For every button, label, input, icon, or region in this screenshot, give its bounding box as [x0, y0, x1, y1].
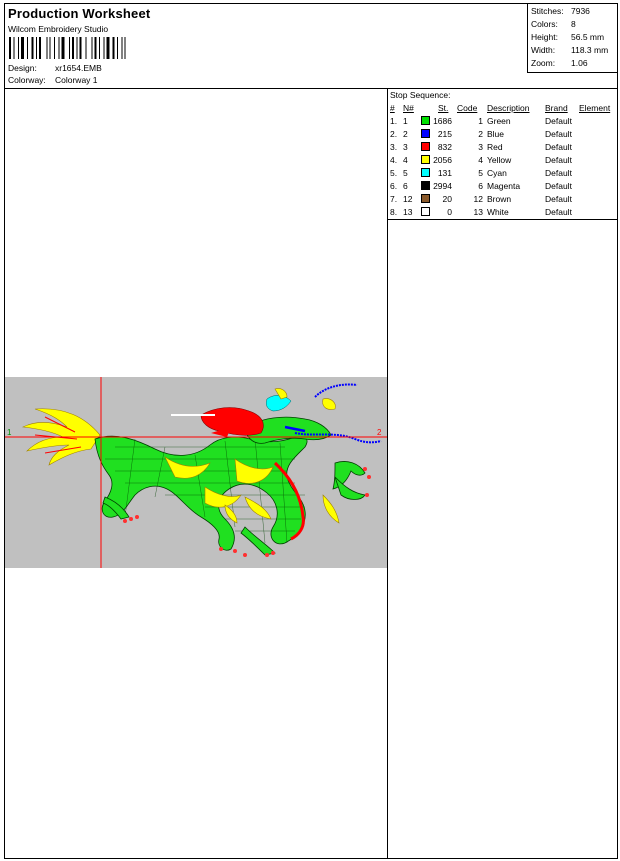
stop-number: 4. [390, 155, 398, 165]
barcode-bar [117, 37, 118, 59]
barcode-bar [47, 37, 48, 59]
barcode-bar [69, 37, 70, 59]
thread-description: Brown [487, 194, 512, 204]
stitch-count: 2056 [433, 155, 452, 165]
needle-number: 1 [403, 116, 408, 126]
thread-brand: Default [545, 207, 572, 217]
thread-description: Cyan [487, 168, 507, 178]
needle-number: 5 [403, 168, 408, 178]
colors-value: 8 [571, 19, 576, 29]
stop-number: 5. [390, 168, 398, 178]
width-value: 118.3 mm [571, 45, 609, 55]
col-num-header: # [390, 103, 395, 113]
stitch-count: 832 [437, 142, 452, 152]
width-label: Width: [531, 45, 556, 55]
thread-description: Blue [487, 129, 505, 139]
stop-number: 7. [390, 194, 398, 204]
color-swatch [421, 129, 430, 138]
zoom-label: Zoom: [531, 58, 556, 68]
barcode-bar [86, 37, 87, 59]
stop-row [390, 129, 616, 142]
col-description-header: Description [487, 103, 530, 113]
thread-description: White [487, 207, 509, 217]
thread-description: Red [487, 142, 503, 152]
barcode-bar [50, 37, 51, 59]
barcode-bar [39, 37, 41, 59]
thread-code: 3 [478, 142, 483, 152]
color-swatch [421, 194, 430, 203]
stitch-count: 215 [437, 129, 452, 139]
barcode-bar [27, 37, 28, 59]
barcode-bar [59, 37, 60, 59]
stitch-count: 1686 [433, 116, 452, 126]
thread-brand: Default [545, 155, 572, 165]
colors-row [531, 19, 576, 29]
stop-row [390, 168, 616, 181]
col-n-header: N# [403, 103, 414, 113]
color-swatch [421, 116, 430, 125]
thread-brand: Default [545, 116, 572, 126]
barcode-bar [77, 37, 78, 59]
col-element-header: Element [579, 103, 611, 113]
stitches-label: Stitches: [531, 6, 564, 16]
worksheet-frame [4, 3, 618, 859]
thread-code: 4 [478, 155, 483, 165]
barcode-bar [122, 37, 123, 59]
barcode-bar [99, 37, 100, 59]
barcode-bar [125, 37, 126, 59]
stitch-count: 20 [442, 194, 452, 204]
barcode-bar [95, 37, 97, 59]
thread-code: 6 [478, 181, 483, 191]
barcode-bar [21, 37, 24, 59]
color-swatch [421, 168, 430, 177]
barcode-bar [113, 37, 115, 59]
height-row [531, 32, 604, 42]
zoom-value: 1.06 [571, 58, 588, 68]
barcode-bar [18, 37, 19, 59]
column-divider [387, 88, 388, 858]
barcode-bar [9, 37, 11, 59]
colorway-label: Colorway: [8, 75, 46, 85]
thread-code: 12 [473, 194, 483, 204]
barcode-bar [32, 37, 34, 59]
thread-description: Green [487, 116, 511, 126]
thread-brand: Default [545, 168, 572, 178]
stop-row [390, 181, 616, 194]
color-swatch [421, 207, 430, 216]
thread-brand: Default [545, 142, 572, 152]
stop-row [390, 116, 616, 129]
software-name: Wilcom Embroidery Studio [8, 24, 109, 34]
col-brand-header: Brand [545, 103, 568, 113]
needle-number: 12 [403, 194, 413, 204]
stitches-row [531, 6, 590, 16]
barcode-bar [92, 37, 93, 59]
width-row [531, 45, 608, 55]
barcode-bar [107, 37, 110, 59]
col-code-header: Code [457, 103, 478, 113]
design-filename: xr1654.EMB [55, 63, 102, 73]
barcode-bar [80, 37, 82, 59]
barcode-bar [62, 37, 65, 59]
worksheet-header [5, 4, 617, 89]
stop-number: 1. [390, 116, 398, 126]
thread-description: Magenta [487, 181, 521, 191]
color-swatch [421, 155, 430, 164]
thread-brand: Default [545, 194, 572, 204]
thread-description: Yellow [487, 155, 512, 165]
worksheet-title: Production Worksheet [8, 6, 151, 21]
barcode-bar [36, 37, 37, 59]
stop-sequence-title: Stop Sequence: [390, 90, 451, 100]
height-value: 56.5 mm [571, 32, 605, 42]
end-marker: 2 [377, 428, 382, 437]
barcode-image [9, 37, 134, 59]
design-row [8, 63, 102, 73]
stitches-value: 7936 [571, 6, 590, 16]
colorway-row [8, 75, 98, 85]
barcode-bar [14, 37, 15, 59]
needle-number: 2 [403, 129, 408, 139]
stitch-count: 131 [437, 168, 452, 178]
color-swatch [421, 181, 430, 190]
thread-code: 13 [473, 207, 483, 217]
needle-number: 6 [403, 181, 408, 191]
stop-row [390, 207, 616, 220]
design-label: Design: [8, 63, 37, 73]
design-preview [5, 377, 387, 568]
needle-number: 13 [403, 207, 413, 217]
colors-label: Colors: [531, 19, 558, 29]
thread-brand: Default [545, 181, 572, 191]
needle-number: 3 [403, 142, 408, 152]
stitch-count: 0 [447, 207, 452, 217]
colorway-value: Colorway 1 [55, 75, 98, 85]
thread-code: 5 [478, 168, 483, 178]
barcode-bar [54, 37, 55, 59]
stop-number: 8. [390, 207, 398, 217]
stop-row [390, 194, 616, 207]
thread-brand: Default [545, 129, 572, 139]
thread-code: 1 [478, 116, 483, 126]
start-marker: 1 [7, 428, 12, 437]
stop-row [390, 155, 616, 168]
zoom-row [531, 58, 588, 68]
barcode-bar [104, 37, 105, 59]
color-swatch [421, 142, 430, 151]
stop-number: 3. [390, 142, 398, 152]
dragon-embroidery-image [5, 377, 387, 568]
col-st-header: St. [438, 103, 449, 113]
thread-code: 2 [478, 129, 483, 139]
stats-panel [527, 4, 618, 73]
stop-number: 6. [390, 181, 398, 191]
barcode-bar [72, 37, 74, 59]
height-label: Height: [531, 32, 558, 42]
stitch-count: 2994 [433, 181, 452, 191]
stop-number: 2. [390, 129, 398, 139]
stop-row [390, 142, 616, 155]
needle-number: 4 [403, 155, 408, 165]
